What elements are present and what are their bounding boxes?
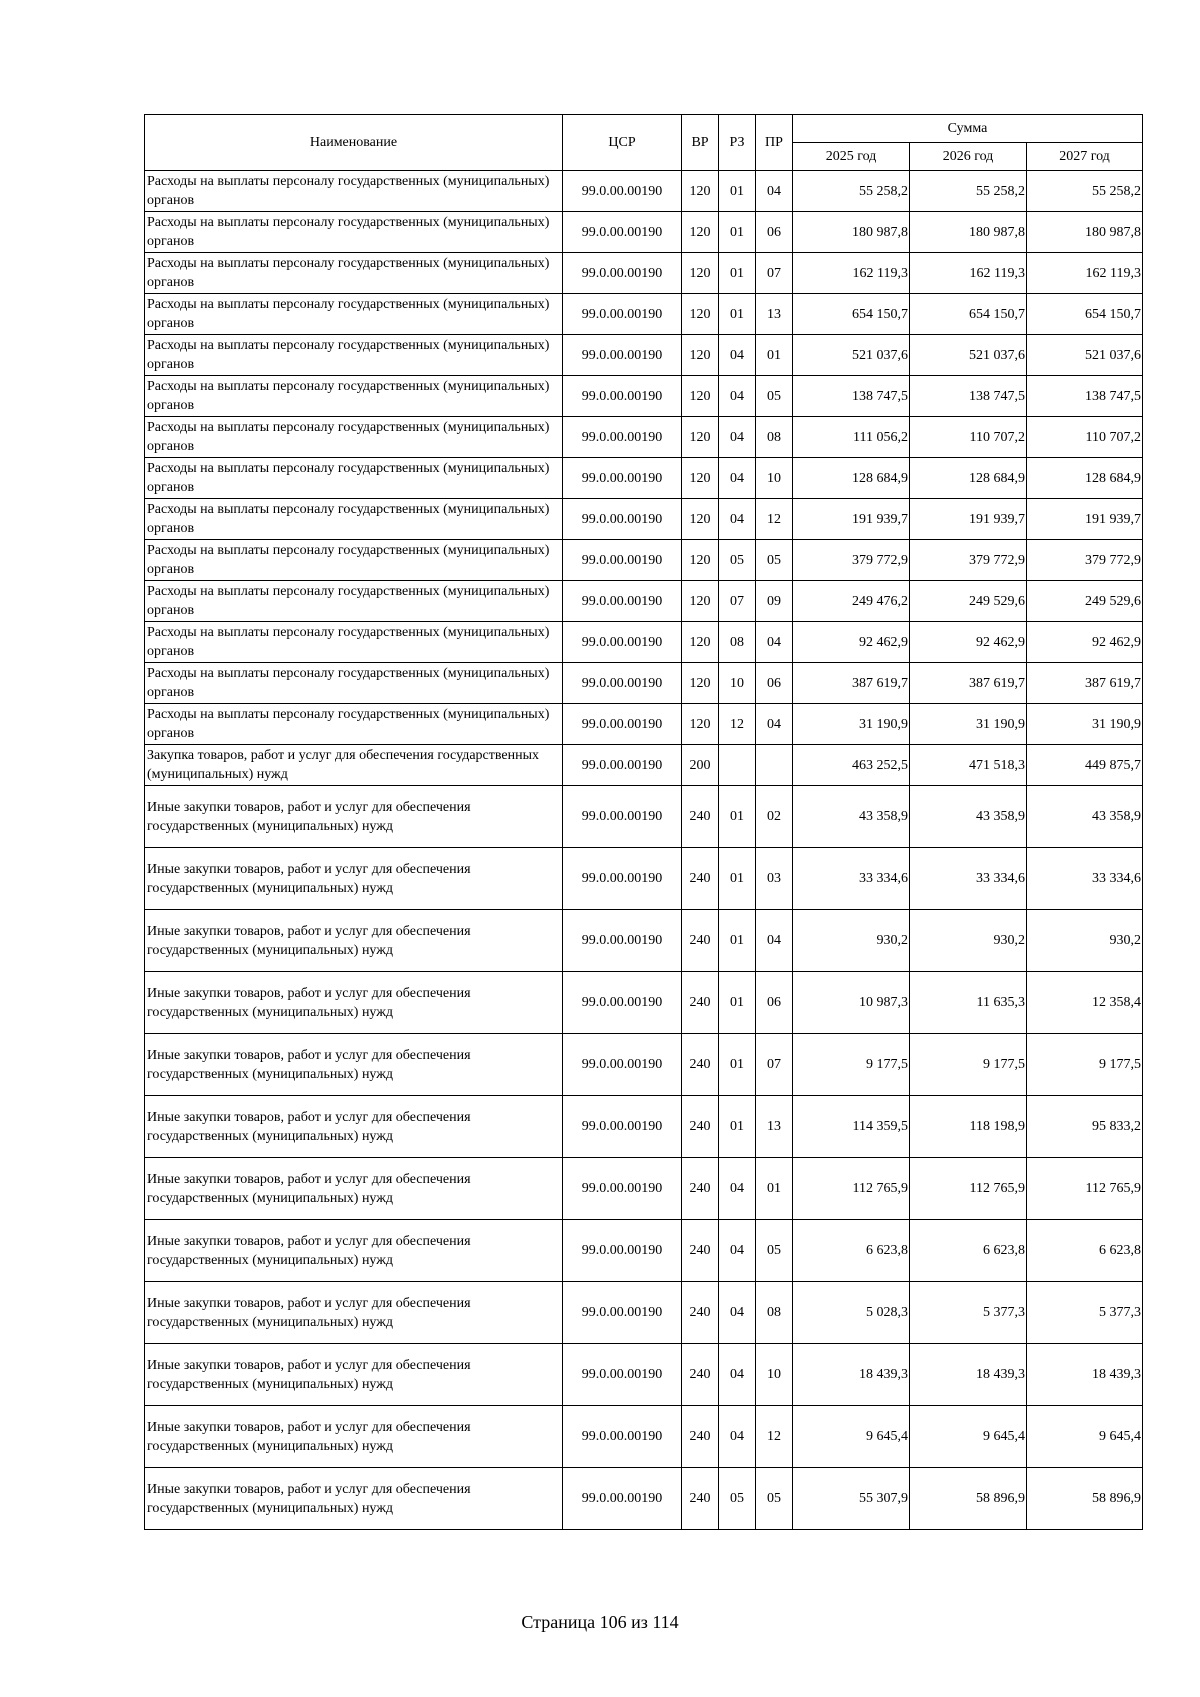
cell-rz: 01 (719, 253, 756, 294)
cell-vr: 120 (682, 376, 719, 417)
cell-sum-2026: 162 119,3 (910, 253, 1027, 294)
cell-vr: 200 (682, 745, 719, 786)
table-row (145, 581, 1143, 622)
cell-sum-2025: 5 028,3 (793, 1282, 910, 1344)
cell-name: Расходы на выплаты персоналу государственных (муниципальных) органов (145, 704, 563, 745)
cell-sum-2026: 471 518,3 (910, 745, 1027, 786)
cell-rz: 04 (719, 1282, 756, 1344)
cell-vr: 120 (682, 171, 719, 212)
cell-sum-2027: 12 358,4 (1027, 972, 1143, 1034)
cell-sum-2027: 9 645,4 (1027, 1406, 1143, 1468)
cell-pr: 08 (756, 1282, 793, 1344)
cell-sum-2025: 43 358,9 (793, 786, 910, 848)
cell-sum-2026: 110 707,2 (910, 417, 1027, 458)
cell-pr: 04 (756, 704, 793, 745)
cell-pr: 07 (756, 1034, 793, 1096)
cell-pr: 08 (756, 417, 793, 458)
cell-sum-2026: 379 772,9 (910, 540, 1027, 581)
cell-sum-2027: 112 765,9 (1027, 1158, 1143, 1220)
cell-pr: 02 (756, 786, 793, 848)
cell-name: Иные закупки товаров, работ и услуг для обеспечения государственных (муниципальных) нужд (145, 1158, 563, 1220)
cell-csr: 99.0.00.00190 (563, 581, 682, 622)
cell-sum-2027: 6 623,8 (1027, 1220, 1143, 1282)
cell-rz (719, 745, 756, 786)
cell-rz: 08 (719, 622, 756, 663)
cell-sum-2027: 449 875,7 (1027, 745, 1143, 786)
cell-sum-2027: 930,2 (1027, 910, 1143, 972)
cell-rz: 04 (719, 1158, 756, 1220)
cell-sum-2026: 118 198,9 (910, 1096, 1027, 1158)
cell-rz: 04 (719, 1406, 756, 1468)
cell-vr: 120 (682, 458, 719, 499)
cell-sum-2026: 92 462,9 (910, 622, 1027, 663)
cell-csr: 99.0.00.00190 (563, 540, 682, 581)
cell-pr: 06 (756, 663, 793, 704)
cell-sum-2025: 521 037,6 (793, 335, 910, 376)
cell-csr: 99.0.00.00190 (563, 1406, 682, 1468)
cell-sum-2026: 6 623,8 (910, 1220, 1027, 1282)
cell-rz: 01 (719, 1034, 756, 1096)
cell-pr: 05 (756, 1220, 793, 1282)
cell-rz: 05 (719, 1468, 756, 1530)
cell-pr: 04 (756, 171, 793, 212)
cell-csr: 99.0.00.00190 (563, 1158, 682, 1220)
cell-vr: 120 (682, 540, 719, 581)
cell-vr: 240 (682, 1220, 719, 1282)
cell-sum-2025: 55 258,2 (793, 171, 910, 212)
cell-name: Иные закупки товаров, работ и услуг для обеспечения государственных (муниципальных) нужд (145, 1406, 563, 1468)
cell-sum-2027: 180 987,8 (1027, 212, 1143, 253)
cell-csr: 99.0.00.00190 (563, 745, 682, 786)
header-name: Наименование (145, 115, 563, 171)
cell-rz: 04 (719, 335, 756, 376)
cell-sum-2025: 112 765,9 (793, 1158, 910, 1220)
cell-name: Иные закупки товаров, работ и услуг для обеспечения государственных (муниципальных) нужд (145, 1282, 563, 1344)
cell-sum-2027: 55 258,2 (1027, 171, 1143, 212)
cell-csr: 99.0.00.00190 (563, 1282, 682, 1344)
cell-csr: 99.0.00.00190 (563, 622, 682, 663)
cell-csr: 99.0.00.00190 (563, 1220, 682, 1282)
cell-rz: 04 (719, 499, 756, 540)
cell-name: Иные закупки товаров, работ и услуг для обеспечения государственных (муниципальных) нужд (145, 972, 563, 1034)
cell-sum-2025: 654 150,7 (793, 294, 910, 335)
cell-rz: 01 (719, 972, 756, 1034)
cell-name: Иные закупки товаров, работ и услуг для обеспечения государственных (муниципальных) нужд (145, 1220, 563, 1282)
cell-name: Расходы на выплаты персоналу государственных (муниципальных) органов (145, 212, 563, 253)
cell-name: Иные закупки товаров, работ и услуг для обеспечения государственных (муниципальных) нужд (145, 848, 563, 910)
table-body (145, 171, 1143, 1530)
table-row (145, 171, 1143, 212)
budget-table (144, 114, 1143, 1530)
cell-pr: 06 (756, 972, 793, 1034)
cell-sum-2025: 114 359,5 (793, 1096, 910, 1158)
cell-rz: 07 (719, 581, 756, 622)
cell-sum-2027: 43 358,9 (1027, 786, 1143, 848)
cell-name: Расходы на выплаты персоналу государственных (муниципальных) органов (145, 294, 563, 335)
header-pr: ПР (756, 115, 793, 171)
cell-sum-2025: 9 645,4 (793, 1406, 910, 1468)
cell-csr: 99.0.00.00190 (563, 458, 682, 499)
cell-sum-2026: 930,2 (910, 910, 1027, 972)
cell-rz: 01 (719, 786, 756, 848)
cell-sum-2025: 191 939,7 (793, 499, 910, 540)
cell-pr: 13 (756, 1096, 793, 1158)
cell-name: Закупка товаров, работ и услуг для обеспечения государственных (муниципальных) нужд (145, 745, 563, 786)
cell-csr: 99.0.00.00190 (563, 253, 682, 294)
cell-vr: 120 (682, 663, 719, 704)
cell-pr: 06 (756, 212, 793, 253)
cell-sum-2026: 128 684,9 (910, 458, 1027, 499)
cell-name: Расходы на выплаты персоналу государственных (муниципальных) органов (145, 253, 563, 294)
cell-rz: 01 (719, 294, 756, 335)
cell-name: Расходы на выплаты персоналу государственных (муниципальных) органов (145, 499, 563, 540)
cell-sum-2025: 128 684,9 (793, 458, 910, 499)
cell-csr: 99.0.00.00190 (563, 848, 682, 910)
table-row (145, 704, 1143, 745)
cell-csr: 99.0.00.00190 (563, 1344, 682, 1406)
cell-sum-2027: 249 529,6 (1027, 581, 1143, 622)
header-year-2027: 2027 год (1027, 143, 1143, 171)
cell-sum-2026: 43 358,9 (910, 786, 1027, 848)
cell-vr: 240 (682, 1096, 719, 1158)
cell-vr: 240 (682, 848, 719, 910)
cell-csr: 99.0.00.00190 (563, 910, 682, 972)
cell-sum-2026: 55 258,2 (910, 171, 1027, 212)
cell-sum-2026: 9 177,5 (910, 1034, 1027, 1096)
cell-name: Иные закупки товаров, работ и услуг для обеспечения государственных (муниципальных) нужд (145, 1468, 563, 1530)
table-row (145, 972, 1143, 1034)
table-row (145, 294, 1143, 335)
cell-rz: 01 (719, 848, 756, 910)
cell-sum-2026: 249 529,6 (910, 581, 1027, 622)
cell-pr: 04 (756, 622, 793, 663)
table-row (145, 335, 1143, 376)
cell-csr: 99.0.00.00190 (563, 335, 682, 376)
cell-rz: 01 (719, 910, 756, 972)
cell-sum-2025: 138 747,5 (793, 376, 910, 417)
cell-rz: 04 (719, 458, 756, 499)
cell-csr: 99.0.00.00190 (563, 1096, 682, 1158)
cell-sum-2025: 387 619,7 (793, 663, 910, 704)
cell-csr: 99.0.00.00190 (563, 417, 682, 458)
table-row (145, 376, 1143, 417)
cell-sum-2026: 138 747,5 (910, 376, 1027, 417)
cell-sum-2025: 9 177,5 (793, 1034, 910, 1096)
cell-sum-2025: 463 252,5 (793, 745, 910, 786)
table-row (145, 1034, 1143, 1096)
cell-vr: 240 (682, 1468, 719, 1530)
cell-name: Расходы на выплаты персоналу государственных (муниципальных) органов (145, 458, 563, 499)
cell-sum-2025: 162 119,3 (793, 253, 910, 294)
table-row (145, 458, 1143, 499)
header-sum: Сумма (793, 115, 1143, 143)
cell-sum-2026: 191 939,7 (910, 499, 1027, 540)
table-row (145, 1468, 1143, 1530)
cell-sum-2026: 9 645,4 (910, 1406, 1027, 1468)
header-vr: ВР (682, 115, 719, 171)
cell-pr: 09 (756, 581, 793, 622)
cell-vr: 240 (682, 1158, 719, 1220)
cell-csr: 99.0.00.00190 (563, 212, 682, 253)
cell-pr: 05 (756, 540, 793, 581)
table-row (145, 663, 1143, 704)
header-rz: РЗ (719, 115, 756, 171)
cell-csr: 99.0.00.00190 (563, 663, 682, 704)
cell-sum-2027: 387 619,7 (1027, 663, 1143, 704)
cell-vr: 120 (682, 253, 719, 294)
cell-pr: 13 (756, 294, 793, 335)
header-csr: ЦСР (563, 115, 682, 171)
cell-vr: 240 (682, 786, 719, 848)
cell-name: Иные закупки товаров, работ и услуг для обеспечения государственных (муниципальных) нужд (145, 910, 563, 972)
cell-csr: 99.0.00.00190 (563, 499, 682, 540)
cell-sum-2025: 379 772,9 (793, 540, 910, 581)
cell-sum-2027: 31 190,9 (1027, 704, 1143, 745)
cell-sum-2026: 180 987,8 (910, 212, 1027, 253)
cell-pr: 10 (756, 1344, 793, 1406)
cell-sum-2027: 9 177,5 (1027, 1034, 1143, 1096)
cell-sum-2027: 92 462,9 (1027, 622, 1143, 663)
cell-vr: 240 (682, 910, 719, 972)
cell-sum-2027: 18 439,3 (1027, 1344, 1143, 1406)
cell-name: Расходы на выплаты персоналу государственных (муниципальных) органов (145, 335, 563, 376)
cell-sum-2025: 10 987,3 (793, 972, 910, 1034)
cell-name: Расходы на выплаты персоналу государственных (муниципальных) органов (145, 376, 563, 417)
table-row (145, 417, 1143, 458)
cell-vr: 240 (682, 1282, 719, 1344)
cell-pr: 01 (756, 335, 793, 376)
cell-rz: 01 (719, 171, 756, 212)
cell-sum-2027: 138 747,5 (1027, 376, 1143, 417)
cell-name: Расходы на выплаты персоналу государственных (муниципальных) органов (145, 581, 563, 622)
cell-sum-2026: 112 765,9 (910, 1158, 1027, 1220)
cell-sum-2026: 654 150,7 (910, 294, 1027, 335)
table-row (145, 1096, 1143, 1158)
cell-sum-2025: 6 623,8 (793, 1220, 910, 1282)
table-row (145, 1282, 1143, 1344)
cell-pr: 04 (756, 910, 793, 972)
cell-sum-2027: 5 377,3 (1027, 1282, 1143, 1344)
cell-csr: 99.0.00.00190 (563, 1468, 682, 1530)
table-row (145, 786, 1143, 848)
table-row (145, 540, 1143, 581)
table-row (145, 253, 1143, 294)
cell-name: Иные закупки товаров, работ и услуг для обеспечения государственных (муниципальных) нужд (145, 786, 563, 848)
cell-csr: 99.0.00.00190 (563, 786, 682, 848)
header-year-2025: 2025 год (793, 143, 910, 171)
cell-pr: 03 (756, 848, 793, 910)
cell-vr: 120 (682, 335, 719, 376)
cell-vr: 120 (682, 417, 719, 458)
cell-rz: 10 (719, 663, 756, 704)
cell-csr: 99.0.00.00190 (563, 972, 682, 1034)
cell-pr: 10 (756, 458, 793, 499)
cell-rz: 01 (719, 1096, 756, 1158)
cell-pr: 05 (756, 376, 793, 417)
cell-sum-2026: 11 635,3 (910, 972, 1027, 1034)
cell-sum-2027: 521 037,6 (1027, 335, 1143, 376)
cell-name: Иные закупки товаров, работ и услуг для обеспечения государственных (муниципальных) нужд (145, 1344, 563, 1406)
cell-sum-2025: 249 476,2 (793, 581, 910, 622)
cell-vr: 120 (682, 294, 719, 335)
cell-vr: 240 (682, 1344, 719, 1406)
table-row (145, 1406, 1143, 1468)
cell-sum-2025: 31 190,9 (793, 704, 910, 745)
cell-sum-2025: 18 439,3 (793, 1344, 910, 1406)
cell-sum-2027: 191 939,7 (1027, 499, 1143, 540)
table-row (145, 848, 1143, 910)
cell-sum-2027: 95 833,2 (1027, 1096, 1143, 1158)
cell-name: Расходы на выплаты персоналу государственных (муниципальных) органов (145, 540, 563, 581)
cell-csr: 99.0.00.00190 (563, 704, 682, 745)
cell-csr: 99.0.00.00190 (563, 1034, 682, 1096)
cell-sum-2027: 58 896,9 (1027, 1468, 1143, 1530)
cell-pr (756, 745, 793, 786)
cell-rz: 04 (719, 1344, 756, 1406)
table-row (145, 1344, 1143, 1406)
cell-vr: 120 (682, 704, 719, 745)
header-year-2026: 2026 год (910, 143, 1027, 171)
cell-rz: 01 (719, 212, 756, 253)
cell-vr: 120 (682, 581, 719, 622)
table-row (145, 212, 1143, 253)
cell-vr: 120 (682, 499, 719, 540)
cell-sum-2026: 58 896,9 (910, 1468, 1027, 1530)
cell-vr: 240 (682, 972, 719, 1034)
cell-sum-2027: 128 684,9 (1027, 458, 1143, 499)
cell-name: Расходы на выплаты персоналу государственных (муниципальных) органов (145, 663, 563, 704)
cell-sum-2026: 18 439,3 (910, 1344, 1027, 1406)
cell-sum-2026: 521 037,6 (910, 335, 1027, 376)
cell-sum-2027: 379 772,9 (1027, 540, 1143, 581)
cell-csr: 99.0.00.00190 (563, 376, 682, 417)
table-row (145, 499, 1143, 540)
cell-sum-2026: 31 190,9 (910, 704, 1027, 745)
cell-rz: 04 (719, 376, 756, 417)
table-row (145, 1220, 1143, 1282)
cell-rz: 05 (719, 540, 756, 581)
cell-csr: 99.0.00.00190 (563, 294, 682, 335)
cell-sum-2027: 654 150,7 (1027, 294, 1143, 335)
cell-pr: 05 (756, 1468, 793, 1530)
cell-sum-2025: 180 987,8 (793, 212, 910, 253)
cell-vr: 120 (682, 212, 719, 253)
table-row (145, 745, 1143, 786)
header-row-top (145, 115, 1143, 143)
cell-sum-2025: 55 307,9 (793, 1468, 910, 1530)
cell-sum-2026: 33 334,6 (910, 848, 1027, 910)
cell-vr: 120 (682, 622, 719, 663)
cell-rz: 04 (719, 1220, 756, 1282)
cell-sum-2027: 33 334,6 (1027, 848, 1143, 910)
cell-name: Расходы на выплаты персоналу государственных (муниципальных) органов (145, 417, 563, 458)
cell-sum-2025: 92 462,9 (793, 622, 910, 663)
cell-sum-2027: 162 119,3 (1027, 253, 1143, 294)
cell-sum-2026: 387 619,7 (910, 663, 1027, 704)
cell-name: Расходы на выплаты персоналу государственных (муниципальных) органов (145, 171, 563, 212)
cell-pr: 12 (756, 1406, 793, 1468)
cell-vr: 240 (682, 1034, 719, 1096)
cell-sum-2025: 111 056,2 (793, 417, 910, 458)
cell-csr: 99.0.00.00190 (563, 171, 682, 212)
table-row (145, 622, 1143, 663)
cell-name: Иные закупки товаров, работ и услуг для обеспечения государственных (муниципальных) нужд (145, 1034, 563, 1096)
cell-sum-2027: 110 707,2 (1027, 417, 1143, 458)
cell-rz: 12 (719, 704, 756, 745)
cell-sum-2025: 33 334,6 (793, 848, 910, 910)
cell-name: Расходы на выплаты персоналу государственных (муниципальных) органов (145, 622, 563, 663)
cell-pr: 01 (756, 1158, 793, 1220)
cell-sum-2026: 5 377,3 (910, 1282, 1027, 1344)
page-number: Страница 106 из 114 (521, 1612, 679, 1632)
table-row (145, 910, 1143, 972)
table-row (145, 1158, 1143, 1220)
cell-vr: 240 (682, 1406, 719, 1468)
cell-sum-2025: 930,2 (793, 910, 910, 972)
cell-pr: 07 (756, 253, 793, 294)
cell-rz: 04 (719, 417, 756, 458)
cell-name: Иные закупки товаров, работ и услуг для обеспечения государственных (муниципальных) нужд (145, 1096, 563, 1158)
cell-pr: 12 (756, 499, 793, 540)
